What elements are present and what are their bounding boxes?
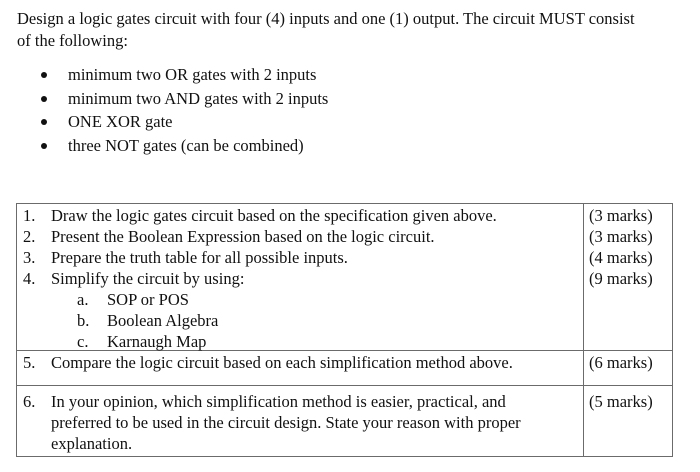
question-1: 1. Draw the logic gates circuit based on the specification given above. xyxy=(23,206,497,225)
intro-paragraph xyxy=(17,8,697,52)
intro-line-2: of the following: xyxy=(17,31,128,50)
table-row xyxy=(17,204,673,351)
question-3: 3. Prepare the truth table for all possible inputs. xyxy=(23,248,348,267)
bullet-icon xyxy=(41,72,47,78)
requirements-list xyxy=(38,64,328,158)
question-6-line-3: explanation. xyxy=(51,434,133,453)
question-2: 2. Present the Boolean Expression based on the logic circuit. xyxy=(23,227,435,246)
question-4b: b. Boolean Algebra xyxy=(77,311,219,330)
marks-q5-cell xyxy=(584,351,673,386)
marks-q6-cell xyxy=(584,386,673,457)
list-item: ONE XOR gate xyxy=(38,111,328,135)
marks-cell xyxy=(584,204,673,351)
marks-q1: (3 marks) xyxy=(589,206,653,225)
list-item: three NOT gates (can be combined) xyxy=(38,135,328,159)
tasks-table xyxy=(16,203,673,457)
question-6: 6. In your opinion, which simplification method is easier, practical, and xyxy=(23,392,506,411)
question-5-cell xyxy=(17,351,584,386)
list-item: minimum two AND gates with 2 inputs xyxy=(38,88,328,112)
question-6-cell xyxy=(17,386,584,457)
question-4a: a. SOP or POS xyxy=(77,290,189,309)
bullet-icon xyxy=(41,143,47,149)
marks-q4: (9 marks) xyxy=(589,269,653,288)
bullet-icon xyxy=(41,119,47,125)
question-4c: c. Karnaugh Map xyxy=(77,332,207,351)
list-item: minimum two OR gates with 2 inputs xyxy=(38,64,328,88)
bullet-icon xyxy=(41,96,47,102)
question-4: 4. Simplify the circuit by using: xyxy=(23,269,245,288)
marks-q2: (3 marks) xyxy=(589,227,653,246)
table-row xyxy=(17,386,673,457)
marks-q5: (6 marks) xyxy=(589,353,653,372)
question-5: 5. Compare the logic circuit based on each simplification method above. xyxy=(23,353,513,372)
questions-cell xyxy=(17,204,584,351)
marks-q6: (5 marks) xyxy=(589,392,653,411)
table-row xyxy=(17,351,673,386)
marks-q3: (4 marks) xyxy=(589,248,653,267)
intro-line-1: Design a logic gates circuit with four (4) inputs and one (1) output. The circuit MUST consist xyxy=(17,9,635,28)
question-6-line-2: preferred to be used in the circuit design. State your reason with proper xyxy=(51,413,521,432)
